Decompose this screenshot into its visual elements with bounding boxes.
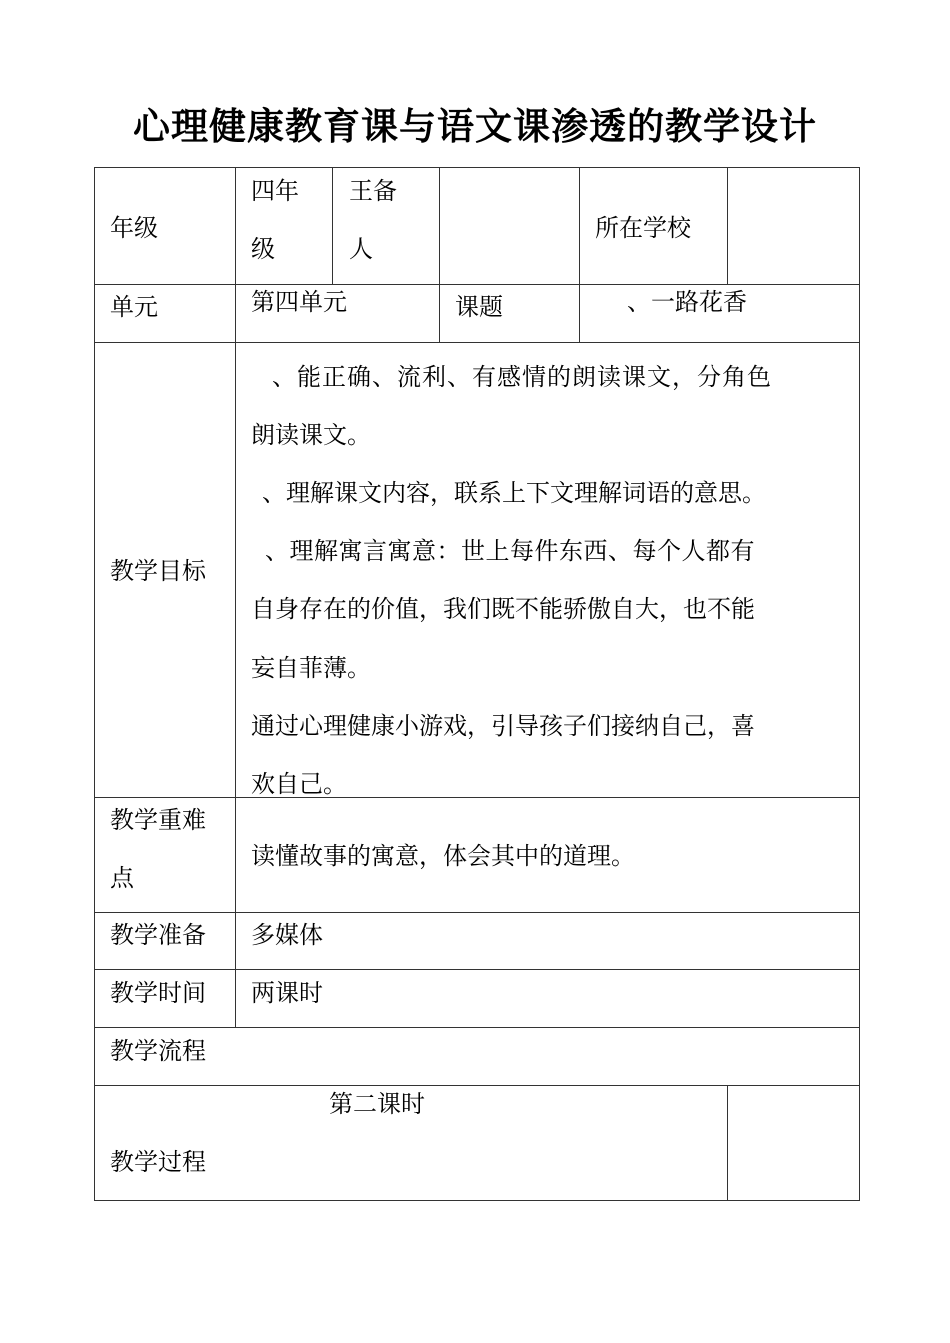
goals-line: 、理解课文内容，联系上下文理解词语的意思。 — [262, 479, 766, 507]
goals-line: 自身存在的价值，我们既不能骄傲自大，也不能 — [251, 595, 755, 623]
topic-value: 、一路花香 — [627, 288, 747, 316]
topic-label: 课题 — [455, 293, 503, 321]
flow-cell — [94, 1027, 860, 1086]
goals-label: 教学目标 — [110, 557, 206, 585]
flow-label: 教学流程 — [110, 1037, 206, 1065]
grade-value-line2: 级 — [251, 235, 275, 263]
goals-line: 通过心理健康小游戏，引导孩子们接纳自己，喜 — [251, 712, 755, 740]
preparer-value-cell — [439, 167, 580, 285]
preparer-line2: 人 — [349, 235, 373, 263]
goals-line: 朗读课文。 — [251, 421, 371, 449]
document-title: 心理健康教育课与语文课渗透的教学设计 — [133, 105, 817, 148]
key-points-label-line2: 点 — [110, 864, 134, 892]
goals-line: 欢自己。 — [251, 770, 347, 798]
session-label: 第二课时 — [329, 1090, 425, 1118]
unit-label: 单元 — [110, 293, 158, 321]
process-label: 教学过程 — [110, 1148, 206, 1176]
unit-value: 第四单元 — [251, 288, 347, 316]
process-side-cell — [727, 1085, 860, 1201]
prep-label: 教学准备 — [110, 921, 206, 949]
time-value: 两课时 — [251, 979, 323, 1007]
school-label: 所在学校 — [595, 214, 691, 242]
preparer-line1: 王备 — [349, 177, 397, 205]
goals-line: 、理解寓言寓意：世上每件东西、每个人都有 — [265, 537, 755, 565]
key-points-label-line1: 教学重难 — [110, 806, 206, 834]
prep-value: 多媒体 — [251, 921, 323, 949]
time-value-cell — [235, 969, 860, 1028]
school-value-cell — [727, 167, 860, 285]
grade-label: 年级 — [110, 214, 158, 242]
prep-value-cell — [235, 912, 860, 970]
goals-line: 、能正确、流利、有感情的朗读课文，分角色 — [272, 363, 772, 391]
key-points-value: 读懂故事的寓意，体会其中的道理。 — [251, 842, 635, 870]
goals-line: 妄自菲薄。 — [251, 654, 371, 682]
time-label: 教学时间 — [110, 979, 206, 1007]
grade-value-line1: 四年 — [251, 177, 299, 205]
